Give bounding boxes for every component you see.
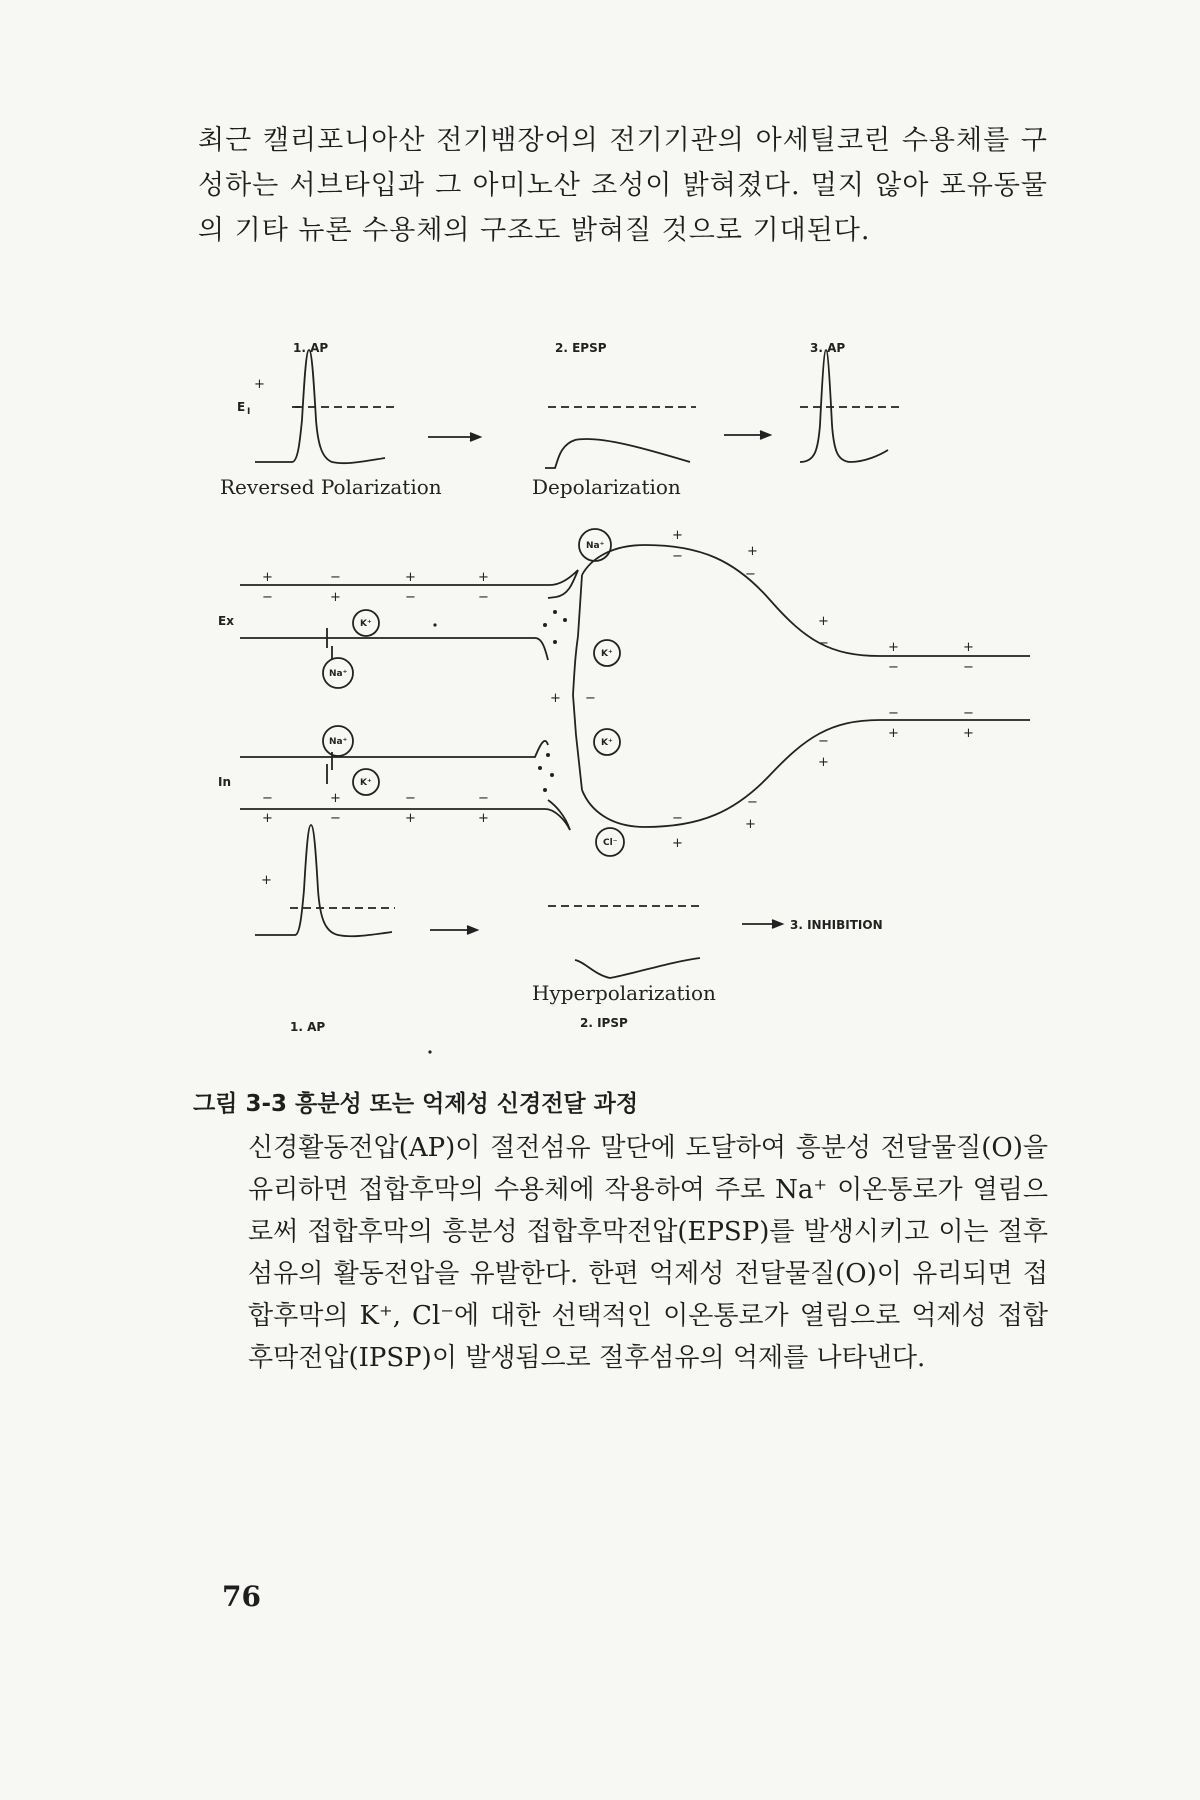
sign: + xyxy=(963,726,974,741)
plus-sign-bottom: + xyxy=(261,873,272,888)
sign: − xyxy=(747,795,758,810)
sign: − xyxy=(672,811,683,826)
ion-label-cl: Cl⁻ xyxy=(603,838,618,848)
sign: + xyxy=(405,811,416,826)
sign: − xyxy=(262,590,273,605)
sign: − xyxy=(262,791,273,806)
ion-label-na-2: Na⁺ xyxy=(329,669,348,679)
axis-label-sub: I xyxy=(247,407,251,417)
sign: − xyxy=(330,570,341,585)
sign: + xyxy=(672,836,683,851)
label-1-ap: 1. AP xyxy=(293,341,329,355)
sign: + xyxy=(818,614,829,629)
sign: − xyxy=(963,706,974,721)
label-in: In xyxy=(218,775,232,789)
plus-sign-top: + xyxy=(254,377,265,392)
sign: + xyxy=(262,570,273,585)
sign: + xyxy=(330,590,341,605)
ipsp-waveform xyxy=(575,958,700,978)
sign: + xyxy=(262,811,273,826)
sign: + xyxy=(745,817,756,832)
sign: + xyxy=(963,640,974,655)
figure-caption-title: 그림 3-3 흥분성 또는 억제성 신경전달 과정 xyxy=(193,1091,639,1117)
sign: + xyxy=(478,570,489,585)
sign: − xyxy=(330,811,341,826)
sign: + xyxy=(330,791,341,806)
sign: − xyxy=(888,660,899,675)
label-ex: Ex xyxy=(218,614,234,628)
label-3-ap: 3. AP xyxy=(810,341,846,355)
intro-paragraph: 최근 캘리포니아산 전기뱀장어의 전기기관의 아세틸코린 수용체를 구성하는 서브타입과 그 아미노산 조성이 밝혀졌다. 멀지 않아 포유동물의 기타 뉴론 수용체의 구조도 밝혀질 것으로 기대된다. xyxy=(198,125,1048,246)
sign: − xyxy=(888,706,899,721)
sign: − xyxy=(478,590,489,605)
sign: − xyxy=(585,691,596,706)
figure-caption-body: 신경활동전압(AP)이 절전섬유 말단에 도달하여 흥분성 전달물질(O)을 유리하면 접합후막의 수용체에 작용하여 주로 Na⁺ 이온통로가 열림으로써 접합후막의 흥분성 접합후막전압(EPSP)를 발생시키고 이는 절후섬유의 활동전압을 유발한다. 한편 억제성 전달물질(O)이 유리되면 접합후막의 K⁺, Cl⁻에 대한 선택적인 이온통로가 열림으로 억제성 접합후막전압(IPSP)이 발생됨으로 절후섬유의 억제를 나타낸다. xyxy=(248,1133,1048,1373)
sign: + xyxy=(818,755,829,770)
sign: − xyxy=(818,734,829,749)
caption-depolarization: Depolarization xyxy=(532,475,681,499)
ion-label-k-1: K⁺ xyxy=(360,619,372,629)
epsp-waveform xyxy=(545,439,690,468)
caption-hyperpolarization: Hyperpolarization xyxy=(532,981,716,1005)
sign: − xyxy=(818,636,829,651)
sign: + xyxy=(747,544,758,559)
sign: + xyxy=(405,570,416,585)
sign: − xyxy=(405,590,416,605)
sign: + xyxy=(478,811,489,826)
polarity-signs xyxy=(262,528,974,851)
sign: + xyxy=(888,640,899,655)
ex-presynaptic-inner xyxy=(240,638,548,660)
label-2-epsp: 2. EPSP xyxy=(555,341,607,355)
sign: − xyxy=(478,791,489,806)
ion-label-k-2: K⁺ xyxy=(601,649,613,659)
sign: + xyxy=(550,691,561,706)
sign: − xyxy=(745,567,756,582)
ion-label-k-4: K⁺ xyxy=(601,738,613,748)
page-number: 76 xyxy=(222,1580,261,1613)
ion-label-k-3: K⁺ xyxy=(360,778,372,788)
caption-reversed-polarization: Reversed Polarization xyxy=(220,475,442,499)
in-presynaptic-inner xyxy=(240,741,548,757)
sign: − xyxy=(672,549,683,564)
sign: + xyxy=(888,726,899,741)
axis-label-e: E xyxy=(237,400,246,414)
sign: − xyxy=(405,791,416,806)
label-3-inhibition: 3. INHIBITION xyxy=(790,918,883,932)
ion-label-na-1: Na⁺ xyxy=(586,541,605,551)
label-1-ap-bottom: 1. AP xyxy=(290,1020,326,1034)
sign: + xyxy=(672,528,683,543)
ap-waveform-bottom xyxy=(255,825,392,936)
ion-label-na-3: Na⁺ xyxy=(329,737,348,747)
sign: − xyxy=(963,660,974,675)
label-2-ipsp: 2. IPSP xyxy=(580,1016,628,1030)
ap-waveform-3 xyxy=(800,350,888,462)
